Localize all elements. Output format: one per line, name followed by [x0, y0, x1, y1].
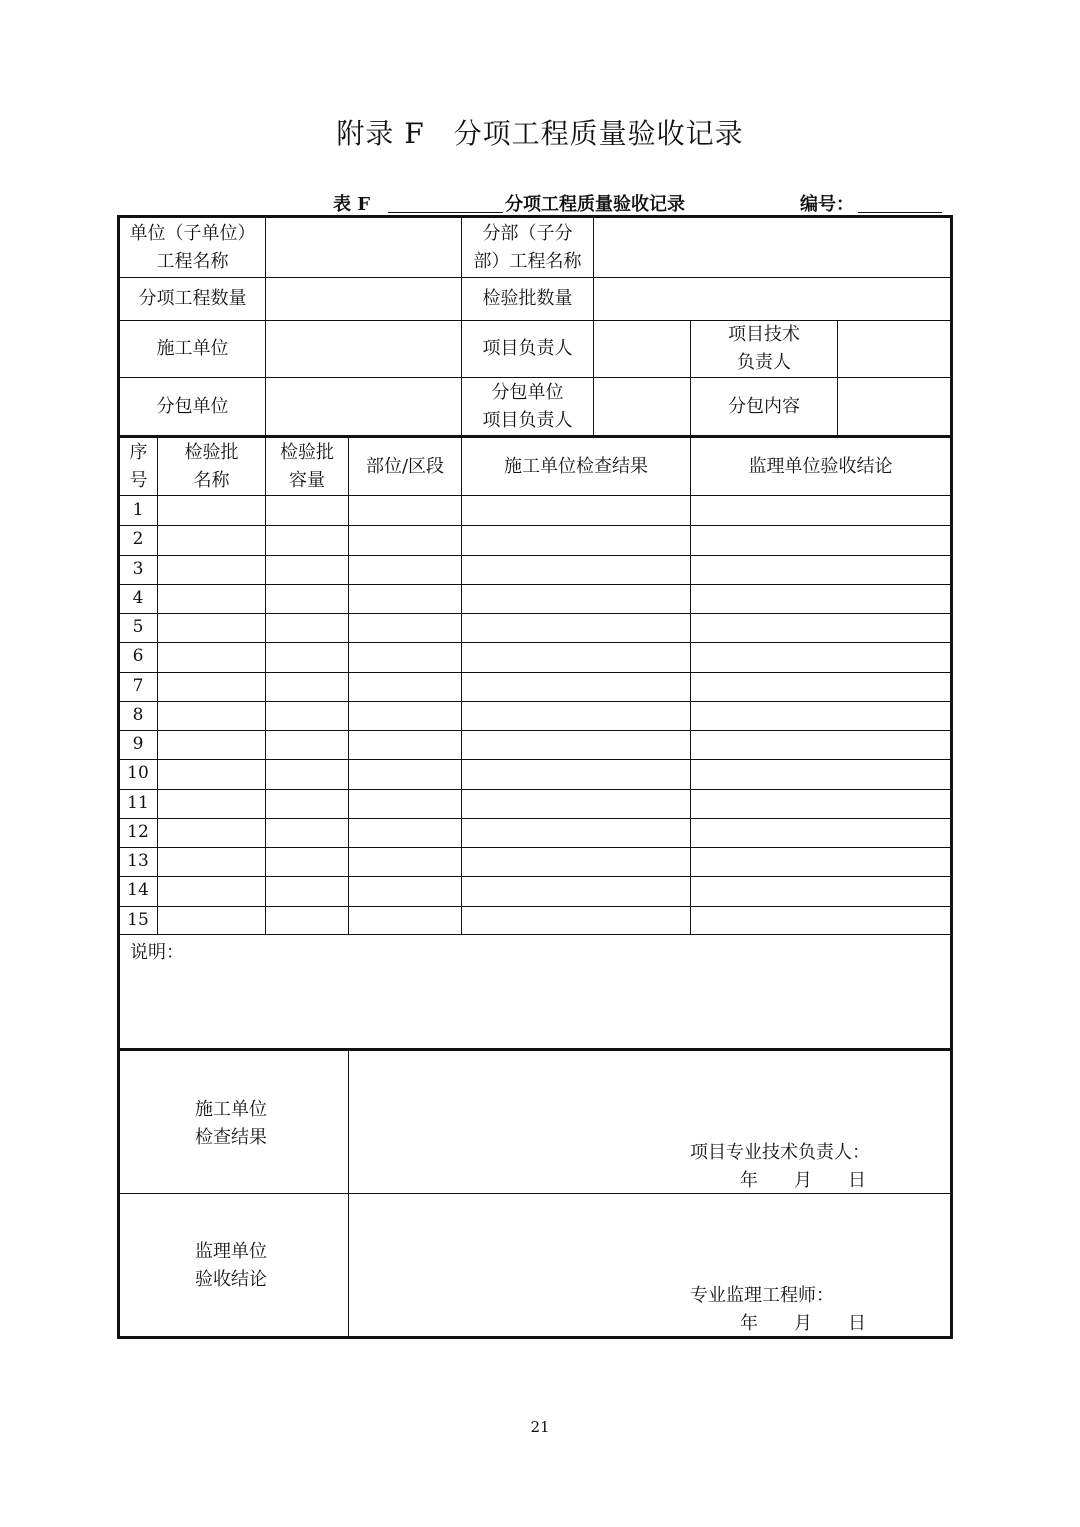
grid-line: [265, 438, 266, 934]
sub-manager-field[interactable]: [594, 378, 690, 435]
column-header-supervision-conclusion: 监理单位验收结论: [748, 455, 893, 477]
label-line: 分部（子分: [482, 222, 573, 244]
outer-border-bottom: [117, 1336, 953, 1339]
supervision-date: 年 月 日: [740, 1313, 866, 1334]
label-line: 施工单位: [195, 1099, 267, 1120]
construction-unit-field[interactable]: [266, 321, 461, 377]
row-number: 15: [127, 909, 149, 930]
tech-lead-label: [691, 321, 837, 377]
supervision-check-label: [195, 1238, 267, 1294]
column-header-location: 部位/区段: [365, 455, 445, 477]
label-line: 负责人: [737, 352, 791, 373]
row-number: 5: [132, 617, 144, 637]
row-divider: [120, 525, 950, 526]
row-divider: [120, 818, 950, 819]
number-label: 编号：: [800, 194, 854, 215]
row-divider: [120, 847, 950, 848]
row-number: 4: [132, 587, 144, 608]
unit-project-name-label: [120, 218, 265, 277]
batch-quantity-label: 检验批数量: [482, 288, 573, 309]
row-number: 13: [127, 851, 149, 871]
grid-line: [461, 438, 462, 934]
batch-quantity-field[interactable]: [594, 278, 950, 320]
row-divider: [120, 555, 950, 556]
label-line: 分包单位: [491, 381, 564, 403]
column-header-construction-result: 施工单位检查结果: [504, 455, 648, 477]
column-header-seq: [120, 438, 157, 495]
row-number: 8: [132, 704, 144, 725]
supervision-signer: 专业监理工程师：: [690, 1285, 834, 1306]
row-divider: [120, 759, 950, 760]
notes-label: 说明：: [130, 942, 184, 963]
row-number: 12: [127, 821, 149, 842]
label-line: 检查结果: [195, 1127, 267, 1148]
label-line: 单位（子单位）: [129, 222, 256, 244]
row-divider: [120, 730, 950, 731]
column-header-batch-capacity: [266, 438, 348, 495]
sub-content-label: 分包内容: [728, 395, 800, 417]
subcontractor-field[interactable]: [266, 378, 461, 435]
table-name-blank[interactable]: [388, 196, 503, 213]
row-divider: [120, 701, 950, 702]
construction-check-label: [195, 1096, 267, 1152]
construction-unit-label: 施工单位: [156, 338, 229, 359]
label-line: 号: [129, 469, 148, 491]
grid-line: [348, 438, 349, 934]
row-number: 3: [132, 558, 144, 579]
subitem-quantity-label: 分项工程数量: [138, 288, 247, 309]
table-prefix: 表 F: [333, 194, 371, 215]
row-number: 2: [132, 529, 144, 550]
unit-project-name-field[interactable]: [266, 218, 461, 277]
label-line: 项目技术: [728, 324, 800, 345]
row-divider: [120, 613, 950, 614]
row-number: 7: [132, 675, 144, 696]
page-number: 21: [530, 1418, 550, 1436]
sub-content-field[interactable]: [838, 378, 950, 435]
column-header-batch-name: [158, 438, 265, 495]
row-number: 10: [127, 763, 149, 784]
page-title: 附录 F 分项工程质量验收记录: [336, 117, 744, 150]
number-blank[interactable]: [858, 196, 942, 213]
division-project-name-field[interactable]: [594, 218, 950, 277]
project-manager-label: 项目负责人: [482, 338, 573, 359]
sub-manager-label: [462, 378, 593, 435]
grid-line: [690, 438, 691, 934]
grid-line: [120, 934, 950, 935]
division-project-name-label: [462, 218, 593, 277]
notes-field[interactable]: [120, 965, 950, 1047]
outer-border-right: [950, 215, 953, 1339]
row-divider: [120, 789, 950, 790]
row-divider: [120, 906, 950, 907]
row-number: 6: [132, 646, 144, 667]
row-number: 1: [132, 500, 144, 520]
row-number: 11: [127, 792, 149, 813]
row-number: 9: [132, 734, 144, 754]
row-divider: [120, 642, 950, 643]
row-divider: [120, 584, 950, 585]
label-line: 监理单位: [195, 1241, 267, 1262]
construction-date: 年 月 日: [740, 1170, 866, 1191]
label-line: 检验批: [184, 441, 239, 463]
project-manager-field[interactable]: [594, 321, 690, 377]
row-number: 14: [127, 880, 149, 901]
tech-lead-field[interactable]: [838, 321, 950, 377]
construction-signer: 项目专业技术负责人：: [690, 1142, 870, 1163]
label-line: 部）工程名称: [473, 250, 582, 272]
row-divider: [120, 876, 950, 877]
label-line: 工程名称: [156, 250, 229, 272]
subcontractor-label: 分包单位: [156, 395, 229, 417]
grid-line: [157, 438, 158, 934]
grid-line: [120, 495, 950, 496]
label-line: 项目负责人: [482, 409, 573, 431]
label-line: 容量: [289, 469, 325, 491]
label-line: 检验批: [280, 441, 334, 463]
subitem-quantity-field[interactable]: [266, 278, 461, 320]
label-line: 名称: [193, 469, 230, 491]
row-divider: [120, 672, 950, 673]
label-line: 序: [129, 441, 148, 463]
table-caption: 分项工程质量验收记录: [505, 194, 685, 215]
label-line: 验收结论: [195, 1269, 267, 1290]
